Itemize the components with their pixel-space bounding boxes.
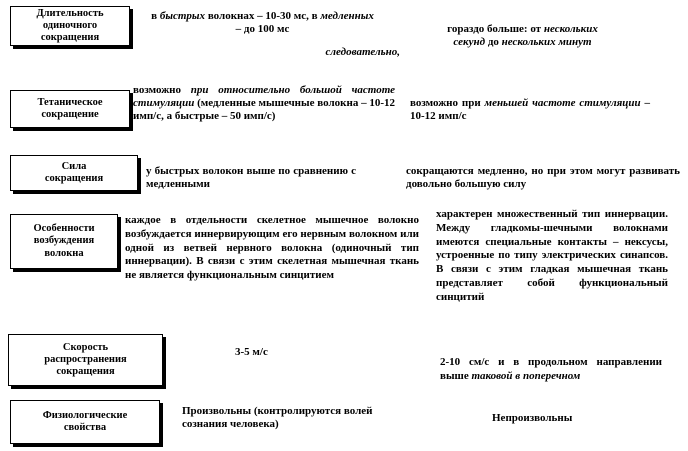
text-part: возможно при	[410, 97, 485, 109]
text-part-italic: нескольких минут	[501, 36, 592, 49]
text-part: в	[151, 10, 160, 22]
row-label-text: Длительность одиночного сокращения	[36, 7, 104, 44]
row2-col-a	[133, 84, 395, 124]
text-part-italic: быстрых	[159, 10, 206, 22]
row5-col-b	[440, 356, 662, 384]
row3-col-a: у быстрых волокон выше по сравнению с медленными	[146, 165, 356, 191]
text-part: до	[485, 36, 502, 49]
row-label-propagation	[8, 334, 163, 386]
text-part: (медленные мышечные волокна – 10-12 имп/с, а быстрые – 50 имп/с)	[133, 97, 395, 123]
row-label-strength	[10, 155, 138, 191]
text-part: – 10-12 имп/с	[410, 97, 651, 123]
text-part-italic: медленных	[320, 10, 374, 22]
text-part: 2-10 см/с и в продольном направлении выше	[440, 356, 662, 382]
row6-col-b: Непроизвольны	[492, 412, 573, 424]
row1-col-a	[150, 10, 375, 36]
text-part-italic: таковой в поперечном	[471, 369, 581, 382]
row-label-text: Тетаническое сокращение	[37, 96, 103, 120]
note-text: следовательно,	[325, 46, 400, 58]
row-label-text: Скорость распространения сокращения	[44, 341, 127, 378]
row-label-tetanic	[10, 90, 130, 128]
row5-col-a: 3-5 м/с	[235, 346, 268, 358]
row-label-text: Физиологические свойства	[42, 409, 128, 433]
row-label-duration	[10, 6, 130, 46]
row6-col-a: Произвольны (контролируются волей сознания человека)	[182, 405, 373, 431]
row-label-physiological	[10, 400, 160, 444]
row1-note	[290, 46, 400, 59]
text-part-italic: при относительно большой частоте стимуляции	[133, 84, 395, 110]
row1-col-b	[400, 10, 645, 50]
text-part: возможно	[133, 84, 191, 96]
row-label-text: Сила сокращения	[44, 160, 104, 184]
text-part-italic: нескольких секунд	[453, 23, 598, 49]
text-part: волокнах – 10-30 мс, в	[205, 10, 321, 22]
row-label-excitation	[10, 214, 118, 269]
text-part: – до 100 мс	[235, 23, 290, 36]
row3-col-b: сокращаются медленно, но при этом могут развивать довольно большую силу	[406, 165, 680, 191]
text-part: гораздо больше: от	[447, 23, 544, 36]
text-part-italic: меньшей частоте стимуляции	[484, 97, 641, 109]
row4-col-a: каждое в отдельности скелетное мышечное волокно возбуждается иннервирующим его нервным волокном или одной из ветвей нервного волокна (одиночный тип иннервации). В связи с этим скелетная мышечная ткань не является функциональным синцитием	[125, 214, 419, 281]
row2-col-b	[410, 97, 650, 123]
row-label-text: Особенности возбуждения волокна	[33, 223, 95, 259]
row4-col-b: характерен множественный тип иннервации. Между гладкомы-шечными волокнами имеются специальные контакты – нексусы, устроенные по типу электрических синапсов. В связи с этим гладкая мышечная ткань представляет собой функциональный синцитий	[436, 208, 668, 303]
